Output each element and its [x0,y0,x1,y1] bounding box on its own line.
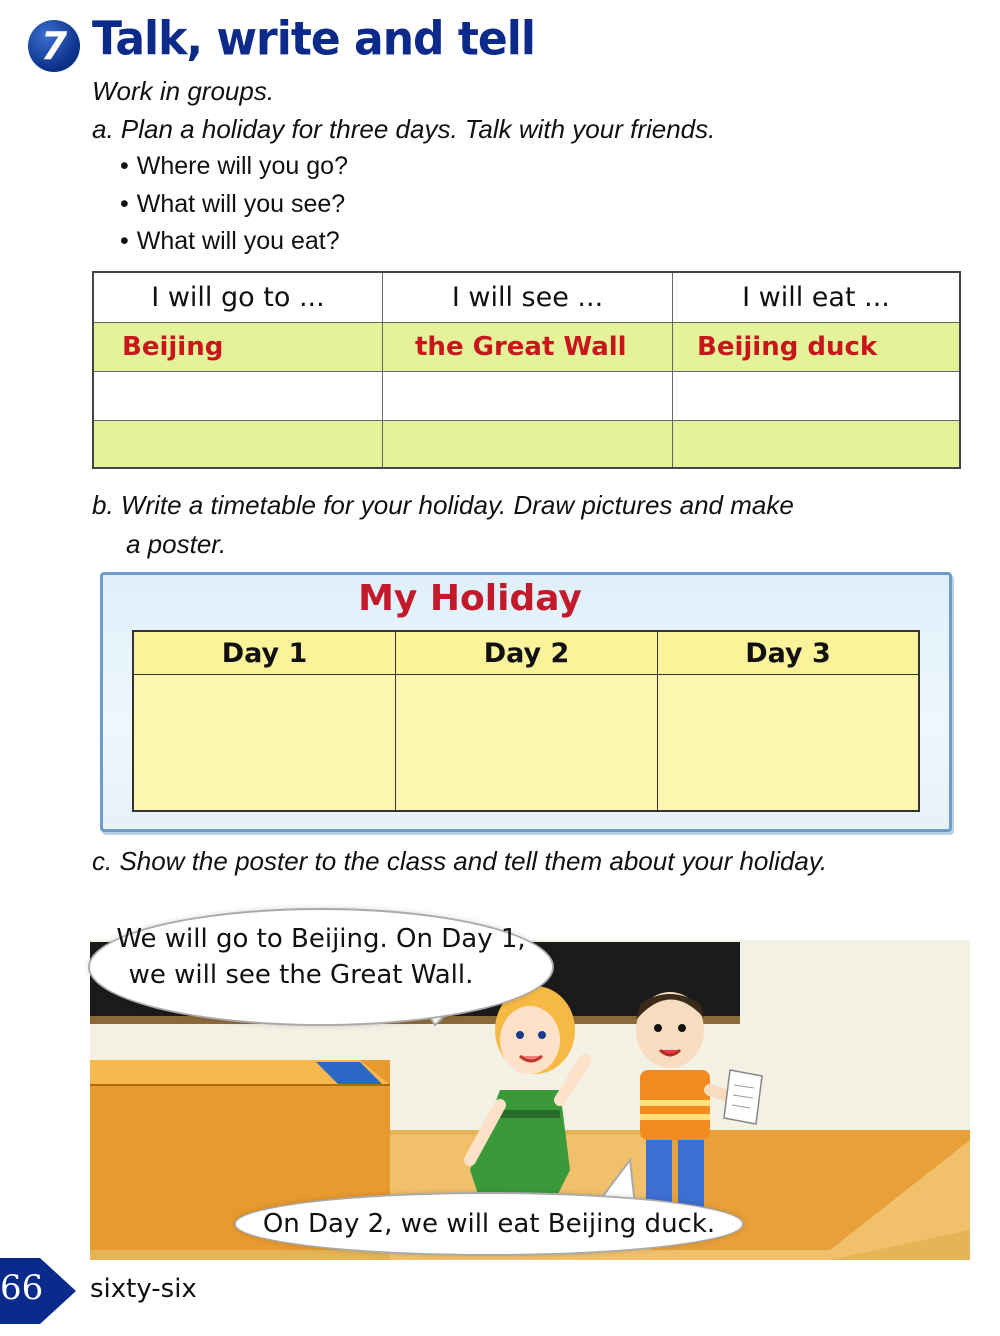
bullet-see: • What will you see? [120,190,345,219]
plan-table [92,271,961,469]
plan-example-food: Beijing duck [673,323,959,372]
plan-blank-cell[interactable] [673,421,959,467]
day-1-header: Day 1 [134,632,396,675]
page-number: 66 [0,1268,44,1308]
timetable [132,630,920,812]
section-title: Talk, write and tell [92,12,535,67]
plan-blank-cell[interactable] [94,372,383,421]
plan-header-go: I will go to ... [94,273,383,323]
plan-example-place: Beijing [94,323,383,372]
page-number-words: sixty-six [90,1274,197,1304]
girl-speech-line-1: We will go to Beijing. On Day 1, [116,924,526,954]
section-number-badge: 7 [28,20,80,72]
plan-blank-cell[interactable] [383,421,673,467]
plan-blank-cell[interactable] [383,372,673,421]
plan-header-see: I will see ... [383,273,673,323]
plan-example-sight: the Great Wall [383,323,673,372]
boy-speech-bubble [234,1192,744,1256]
plan-blank-cell[interactable] [673,372,959,421]
instruction-c: c. Show the poster to the class and tell them about your holiday. [92,846,828,876]
day-1-cell[interactable] [134,675,396,810]
intro-instruction: Work in groups. [92,76,275,106]
instruction-b-continued: a poster. [126,529,227,559]
plan-header-eat: I will eat ... [673,273,959,323]
bullet-where: • Where will you go? [120,152,348,181]
girl-speech-bubble [88,908,554,1026]
girl-speech-line-2: we will see the Great Wall. [128,960,474,990]
poster-title: My Holiday [358,578,582,619]
plan-blank-cell[interactable] [94,421,383,467]
day-3-header: Day 3 [658,632,918,675]
day-3-cell[interactable] [658,675,918,810]
instruction-b: b. Write a timetable for your holiday. Draw pictures and make [92,490,794,520]
boy-speech-text: On Day 2, we will eat Beijing duck. [262,1209,716,1239]
day-2-header: Day 2 [396,632,658,675]
bullet-eat: • What will you eat? [120,227,340,256]
day-2-cell[interactable] [396,675,658,810]
instruction-a: a. Plan a holiday for three days. Talk with your friends. [92,114,716,144]
